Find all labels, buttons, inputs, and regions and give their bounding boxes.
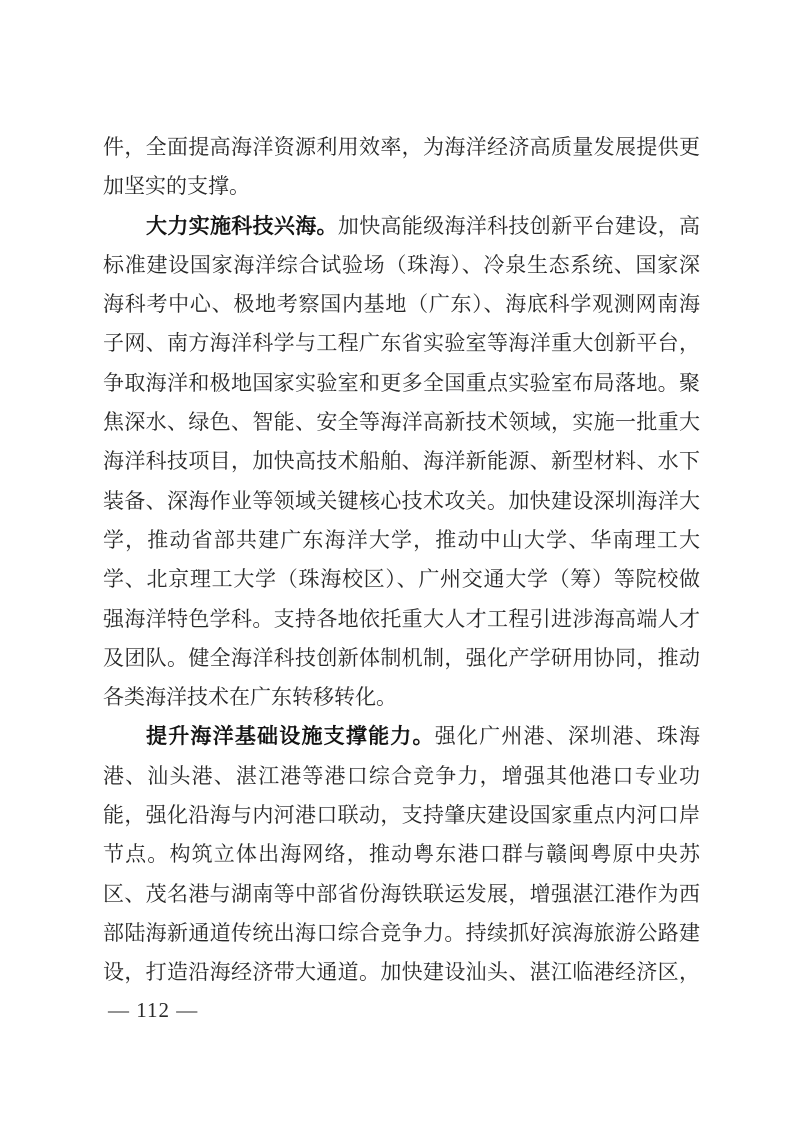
- line-text: 节点。构筑立体出海网络，推动粤东港口群与赣闽粤原中央苏: [103, 842, 700, 867]
- line-text: 港、汕头港、湛江港等港口综合竞争力，增强其他港口专业功: [103, 763, 700, 788]
- line-text: 及团队。健全海洋科技创新体制机制，强化产学研用协同，推动: [103, 645, 700, 670]
- body-line: [103, 600, 700, 639]
- body-line: [103, 953, 700, 992]
- body-line: [103, 364, 700, 403]
- line-text: 能，强化沿海与内河港口联动，支持肇庆建设国家重点内河口岸: [103, 803, 700, 828]
- body-line: [103, 246, 700, 285]
- body-line: [103, 639, 700, 678]
- line-text: 标准建设国家海洋综合试验场（珠海）、冷泉生态系统、国家深: [103, 252, 700, 277]
- body-line: [103, 128, 700, 167]
- body-line: [103, 560, 700, 599]
- line-text: 区、茂名港与湖南等中部省份海铁联运发展，增强湛江港作为西: [103, 881, 700, 906]
- line-text: 学，推动省部共建广东海洋大学，推动中山大学、华南理工大: [103, 527, 700, 552]
- body-line: [103, 875, 700, 914]
- body-line: [103, 914, 700, 953]
- line-text: 加快高能级海洋科技创新平台建设，高: [337, 213, 700, 238]
- paragraph-first-line: [103, 717, 700, 756]
- line-text: 件，全面提高海洋资源利用效率，为海洋经济高质量发展提供更: [103, 135, 700, 159]
- line-text: 强海洋特色学科。支持各地依托重大人才工程引进涉海高端人才: [103, 606, 700, 631]
- line-text: 部陆海新通道传统出海口综合竞争力。持续抓好滨海旅游公路建: [103, 920, 700, 945]
- body-line: [103, 324, 700, 363]
- line-text: 海洋科技项目，加快高技术船舶、海洋新能源、新型材料、水下: [103, 449, 700, 474]
- line-text: 各类海洋技术在广东转移转化。: [103, 685, 397, 710]
- body-line: [103, 167, 700, 206]
- body-line: [103, 678, 700, 717]
- line-text: 争取海洋和极地国家实验室和更多全国重点实验室布局落地。聚: [103, 370, 700, 395]
- body-line: [103, 442, 700, 481]
- paragraph-first-line: [103, 207, 700, 246]
- line-text: 海科考中心、极地考察国内基地（广东）、海底科学观测网南海: [103, 292, 700, 317]
- body-line: [103, 482, 700, 521]
- line-text: 强化广州港、深圳港、珠海: [434, 724, 700, 749]
- body-line: [103, 796, 700, 835]
- body-line: [103, 835, 700, 874]
- body-line: [103, 403, 700, 442]
- line-text: 加坚实的支撑。: [103, 174, 250, 199]
- body-line: [103, 521, 700, 560]
- line-text: 子网、南方海洋科学与工程广东省实验室等海洋重大创新平台，: [103, 331, 700, 356]
- page-number: — 112 —: [108, 998, 199, 1022]
- line-text: 焦深水、绿色、智能、安全等海洋高新技术领域，实施一批重大: [103, 410, 700, 435]
- body-line: [103, 285, 700, 324]
- section-heading: 提升海洋基础设施支撑能力。: [146, 724, 435, 749]
- text-block: [103, 128, 700, 993]
- body-line: [103, 757, 700, 796]
- line-text: 装备、深海作业等领域关键核心技术攻关。加快建设深圳海洋大: [103, 488, 700, 513]
- section-heading: 大力实施科技兴海。: [146, 213, 338, 238]
- line-text: 设，打造沿海经济带大通道。加快建设汕头、湛江临港经济区，: [103, 960, 700, 985]
- line-text: 学、北京理工大学（珠海校区）、广州交通大学（筹）等院校做: [103, 567, 700, 592]
